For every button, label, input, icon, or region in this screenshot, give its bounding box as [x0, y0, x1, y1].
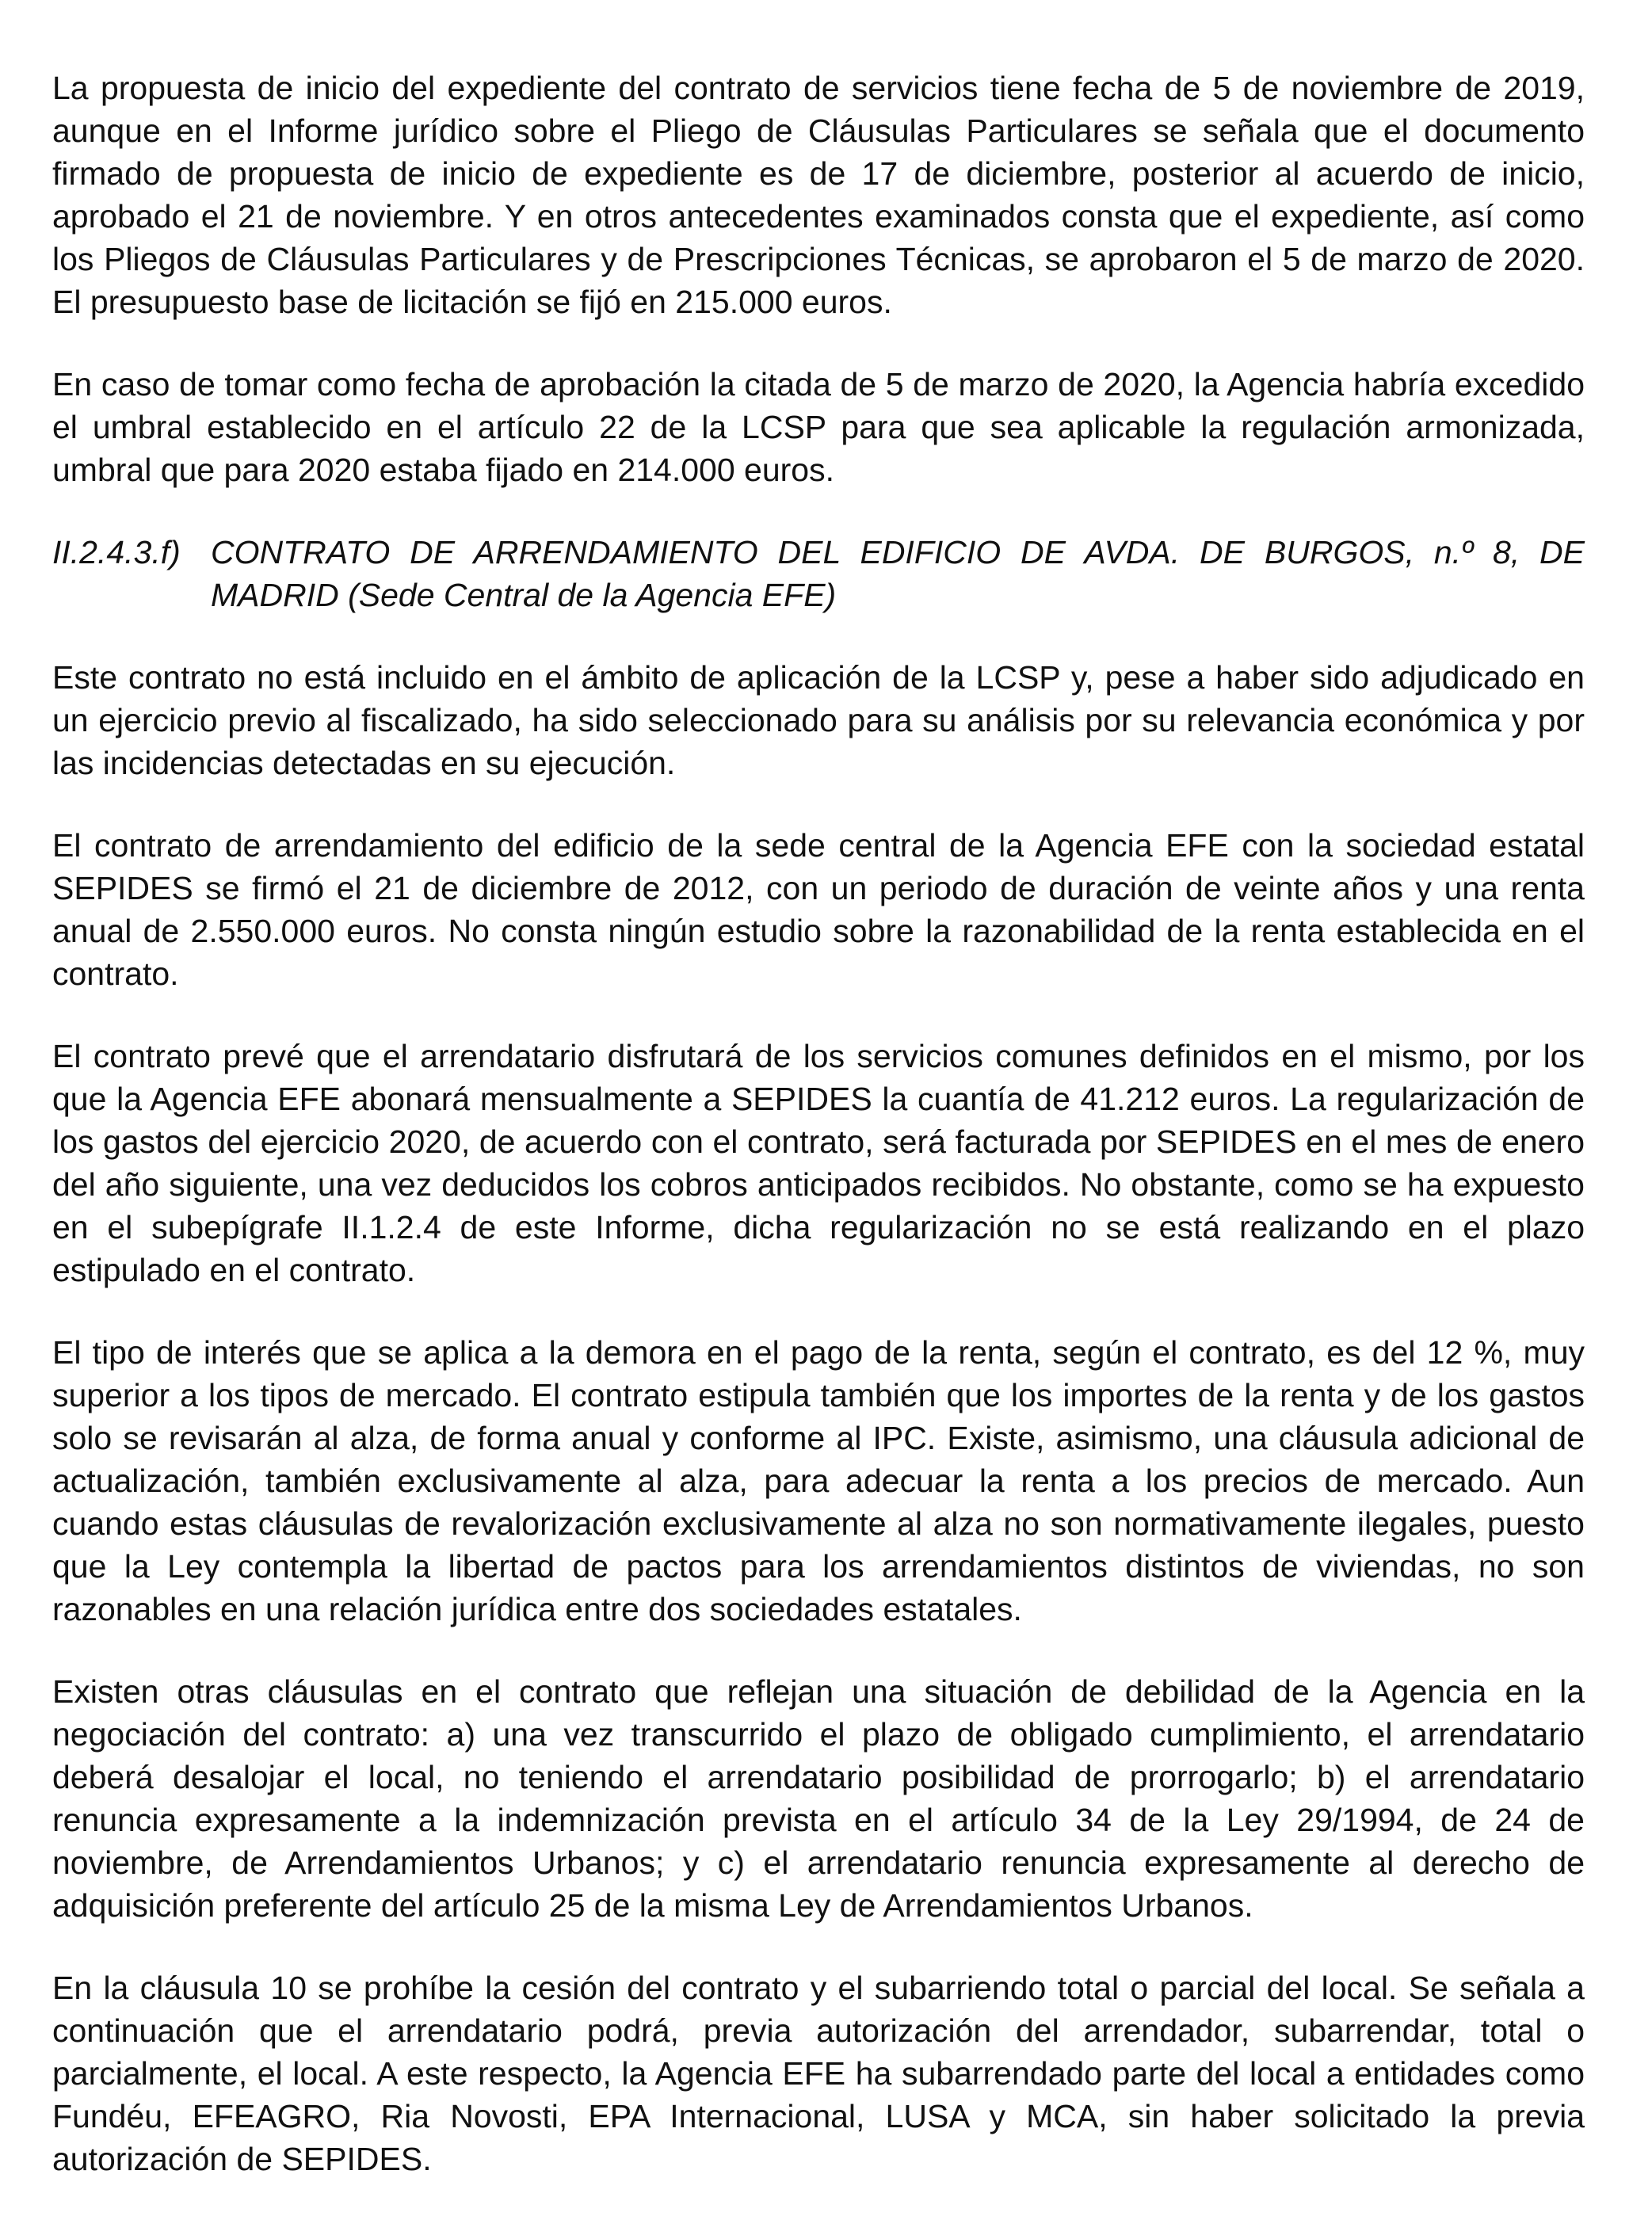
- section-heading: [52, 531, 1585, 616]
- paragraph-servicios-comunes: El contrato prevé que el arrendatario disfrutará de los servicios comunes definidos en el mismo, por los que la Agencia EFE abonará mensualmente a SEPIDES la cuantía de 41.212 euros. La regularización de los gastos del ejercicio 2020, de acuerdo con el contrato, será facturada por SEPIDES en el mes de enero del año siguiente, una vez deducidos los cobros anticipados recibidos. No obstante, como se ha expuesto en el subepígrafe II.1.2.4 de este Informe, dicha regularización no se está realizando en el plazo estipulado en el contrato.: [52, 1038, 1585, 1288]
- paragraph-otras-clausulas: Existen otras cláusulas en el contrato que reflejan una situación de debilidad de la Agencia en la negociación del contrato: a) una vez transcurrido el plazo de obligado cumplimiento, el arrendatario deberá desalojar el local, no teniendo el arrendatario posibilidad de prorrogarlo; b) el arrendatario renuncia expresamente a la indemnización prevista en el artículo 34 de la Ley 29/1994, de 24 de noviembre, de Arrendamientos Urbanos; y c) el arrendatario renuncia expresamente al derecho de adquisición preferente del artículo 25 de la misma Ley de Arrendamientos Urbanos.: [52, 1673, 1585, 1924]
- document-page: [52, 67, 1585, 2220]
- section-title: CONTRATO DE ARRENDAMIENTO DEL EDIFICIO DE AVDA. DE BURGOS, n.º 8, DE MADRID (Sede Central de la Agencia EFE): [211, 534, 1585, 613]
- paragraph-expediente-fechas: La propuesta de inicio del expediente del contrato de servicios tiene fecha de 5 de noviembre de 2019, aunque en el Informe jurídico sobre el Pliego de Cláusulas Particulares se señala que el documento firmado de propuesta de inicio de expediente es de 17 de diciembre, posterior al acuerdo de inicio, aprobado el 21 de noviembre. Y en otros antecedentes examinados consta que el expediente, así como los Pliegos de Cláusulas Particulares y de Prescripciones Técnicas, se aprobaron el 5 de marzo de 2020. El presupuesto base de licitación se fijó en 215.000 euros.: [52, 70, 1585, 320]
- section-number: II.2.4.3.f): [52, 534, 181, 570]
- paragraph-subarriendo: En la cláusula 10 se prohíbe la cesión del contrato y el subarriendo total o parcial del local. Se señala a continuación que el arrendatario podrá, previa autorización del arrendador, subarrendar, total o parcialmente, el local. A este respecto, la Agencia EFE ha subarrendado parte del local a entidades como Fundéu, EFEAGRO, Ria Novosti, EPA Internacional, LUSA y MCA, sin haber solicitado la previa autorización de SEPIDES.: [52, 1970, 1585, 2177]
- paragraph-umbral-armonizada: En caso de tomar como fecha de aprobación la citada de 5 de marzo de 2020, la Agencia habría excedido el umbral establecido en el artículo 22 de la LCSP para que sea aplicable la regulación armonizada, umbral que para 2020 estaba fijado en 214.000 euros.: [52, 366, 1585, 488]
- paragraph-ambito-lcsp: Este contrato no está incluido en el ámbito de aplicación de la LCSP y, pese a haber sido adjudicado en un ejercicio previo al fiscalizado, ha sido seleccionado para su análisis por su relevancia económica y por las incidencias detectadas en su ejecución.: [52, 659, 1585, 781]
- paragraph-contrato-sepides: El contrato de arrendamiento del edificio de la sede central de la Agencia EFE con la sociedad estatal SEPIDES se firmó el 21 de diciembre de 2012, con un periodo de duración de veinte años y una renta anual de 2.550.000 euros. No consta ningún estudio sobre la razonabilidad de la renta establecida en el contrato.: [52, 827, 1585, 992]
- paragraph-tipo-interes: El tipo de interés que se aplica a la demora en el pago de la renta, según el contrato, es del 12 %, muy superior a los tipos de mercado. El contrato estipula también que los importes de la renta y de los gastos solo se revisarán al alza, de forma anual y conforme al IPC. Existe, asimismo, una cláusula adicional de actualización, también exclusivamente al alza, para adecuar la renta a los precios de mercado. Aun cuando estas cláusulas de revalorización exclusivamente al alza no son normativamente ilegales, puesto que la Ley contempla la libertad de pactos para los arrendamientos distintos de viviendas, no son razonables en una relación jurídica entre dos sociedades estatales.: [52, 1334, 1585, 1627]
